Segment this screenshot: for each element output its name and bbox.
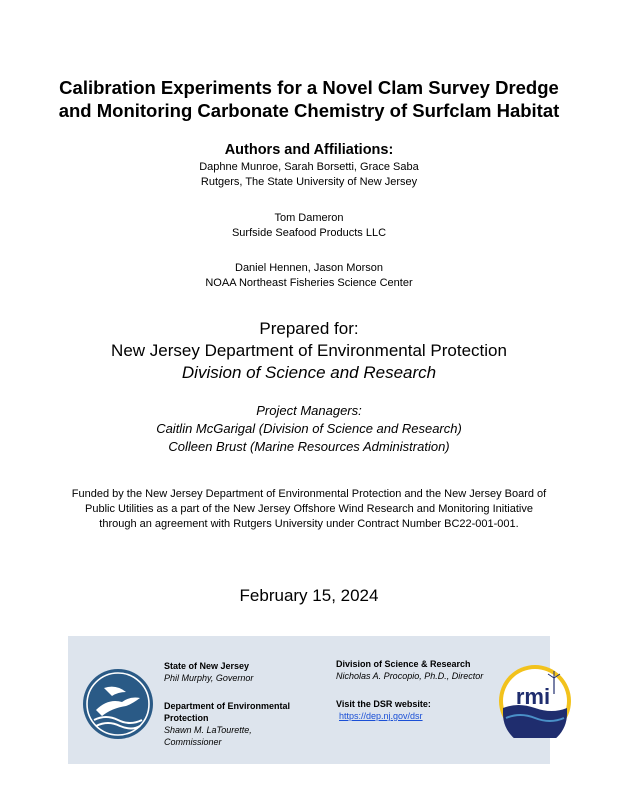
governor-name: Phil Murphy, Governor [164, 673, 254, 683]
funding-line-2: Public Utilities as a part of the New Jersey Offshore Wind Research and Monitoring Initiative [85, 503, 533, 515]
state-label: State of New Jersey [164, 661, 250, 671]
title-line-1: Calibration Experiments for a Novel Clam Survey Dredge [59, 77, 559, 98]
prepared-for-department: New Jersey Department of Environmental Protection [111, 341, 507, 360]
footer-dsr-column [336, 658, 496, 722]
project-managers-block [0, 402, 618, 456]
rmi-logo-text: rmi [515, 684, 551, 709]
project-managers-label: Project Managers: [256, 403, 362, 418]
author-group-3 [0, 261, 618, 291]
prepared-for-block [0, 318, 618, 384]
website-label: Visit the DSR website: [336, 699, 431, 709]
rmi-logo-icon [498, 664, 572, 738]
author-group-1 [0, 160, 618, 190]
dsr-website-link[interactable]: https://dep.nj.gov/dsr [339, 711, 423, 721]
footer-state-column [164, 660, 304, 748]
dsr-label: Division of Science & Research [336, 659, 471, 669]
author-affiliation: NOAA Northeast Fisheries Science Center [205, 277, 413, 289]
author-names: Tom Dameron [274, 212, 344, 224]
nj-dep-seal-icon [82, 668, 154, 740]
report-date: February 15, 2024 [239, 586, 379, 605]
author-affiliation: Rutgers, The State University of New Jersey [200, 176, 418, 188]
author-affiliation: Surfside Seafood Products LLC [231, 227, 387, 239]
authors-heading: Authors and Affiliations: [224, 142, 394, 158]
funding-line-1: Funded by the New Jersey Department of Environmental Protection and the New Jersey Board of [71, 488, 547, 500]
dep-label-line-2: Protection [164, 713, 209, 723]
title-line-2: and Monitoring Carbonate Chemistry of Surfclam Habitat [58, 100, 560, 121]
author-group-2 [0, 211, 618, 241]
author-names: Daniel Hennen, Jason Morson [235, 262, 383, 274]
commissioner-name-line-1: Shawn M. LaTourette, [164, 725, 252, 735]
author-names: Daphne Munroe, Sarah Borsetti, Grace Saba [199, 161, 419, 173]
footer-panel [68, 636, 550, 764]
project-manager-2: Colleen Brust (Marine Resources Administration) [168, 439, 450, 454]
report-title [0, 76, 618, 122]
funding-statement [60, 487, 558, 532]
prepared-for-division: Division of Science and Research [181, 363, 437, 382]
project-manager-1: Caitlin McGarigal (Division of Science and Research) [156, 421, 462, 436]
funding-line-3: through an agreement with Rutgers University under Contract Number BC22-001-001. [99, 518, 519, 530]
director-name: Nicholas A. Procopio, Ph.D., Director [336, 671, 484, 681]
prepared-for-label: Prepared for: [259, 319, 359, 338]
dep-label-line-1: Department of Environmental [164, 701, 291, 711]
commissioner-name-line-2: Commissioner [164, 737, 222, 747]
